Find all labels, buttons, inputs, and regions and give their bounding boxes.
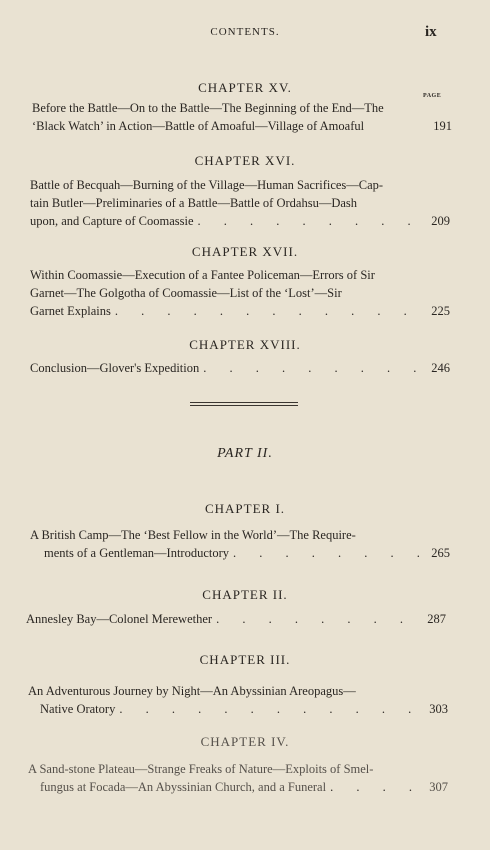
chapter-heading: CHAPTER IV. xyxy=(200,734,290,749)
entry-line: Battle of Becquah—Burning of the Village—Human Sacrifices—Cap- xyxy=(30,178,384,192)
page-column-label: PAGE xyxy=(423,93,442,99)
chapter-heading: CHAPTER XVII. xyxy=(191,244,299,259)
entry-line: An Adventurous Journey by Night—An Abyssinian Areopagus— xyxy=(28,684,356,698)
chapter-entry xyxy=(30,526,450,562)
page-ref: 209 xyxy=(431,214,450,228)
chapter-heading: CHAPTER III. xyxy=(199,652,291,667)
chapter-entry xyxy=(26,610,446,628)
chapter-heading: CHAPTER XVIII. xyxy=(189,337,301,352)
page-number: ix xyxy=(425,24,437,40)
entry-line-last xyxy=(30,302,450,320)
dot-leader xyxy=(233,544,427,562)
chapter-entry xyxy=(30,266,450,320)
chapter-entry xyxy=(28,760,448,796)
entry-line: tain Butler—Preliminaries of a Battle—Battle of Ordahsu—Dash xyxy=(30,196,358,210)
entry-line: Within Coomassie—Execution of a Fantee Policeman—Errors of Sir xyxy=(30,268,375,282)
dot-leader xyxy=(203,359,427,377)
page-ref: 307 xyxy=(429,780,448,794)
entry-text: Garnet Explains xyxy=(30,304,111,318)
entry-text: Annesley Bay—Colonel Merewether xyxy=(26,612,213,626)
page-ref: 225 xyxy=(431,304,450,318)
entry-text: ments of a Gentleman—Introductory xyxy=(44,546,230,560)
part-title: PART II. xyxy=(217,446,273,461)
entry-line: A Sand-stone Plateau—Strange Freaks of Nature—Exploits of Smel- xyxy=(28,762,374,776)
chapter-entry xyxy=(30,359,450,377)
entry-text: upon, and Capture of Coomassie xyxy=(30,214,194,228)
entry-line-last xyxy=(30,544,450,562)
entry-line: A British Camp—The ‘Best Fellow in the World’—The Require- xyxy=(30,528,356,542)
entry-line-last xyxy=(30,212,450,230)
section-divider xyxy=(190,402,298,406)
page-ref: 265 xyxy=(431,546,450,560)
dot-leader xyxy=(115,302,427,320)
entry-line-last xyxy=(28,778,448,796)
entry-line: Before the Battle—On to the Battle—The Beginning of the End—The xyxy=(32,101,384,115)
entry-line-last xyxy=(32,117,452,135)
chapter-entry xyxy=(32,99,452,135)
chapter-heading: CHAPTER XVI. xyxy=(194,153,296,168)
entry-line: Garnet—The Golgotha of Coomassie—List of the ‘Lost’—Sir xyxy=(30,286,342,300)
chapter-heading: CHAPTER I. xyxy=(204,501,286,516)
entry-text: Native Oratory xyxy=(40,702,116,716)
page-ref: 303 xyxy=(429,702,448,716)
entry-text: ‘Black Watch’ in Action—Battle of Amoaful—Village of Amoaful xyxy=(32,119,365,133)
chapter-heading: CHAPTER XV. xyxy=(198,80,292,95)
chapter-entry xyxy=(28,682,448,718)
entry-text: Conclusion—Glover's Expedition xyxy=(30,361,200,375)
entry-line-last xyxy=(26,610,446,628)
entry-line-last xyxy=(28,700,448,718)
dot-leader xyxy=(330,778,425,796)
page-ref: 191 xyxy=(433,119,452,133)
dot-leader xyxy=(198,212,428,230)
running-head: CONTENTS. xyxy=(210,26,280,38)
dot-leader xyxy=(119,700,425,718)
entry-text: fungus at Focada—An Abyssinian Church, and a Funeral xyxy=(40,780,327,794)
dot-leader xyxy=(216,610,423,628)
page-ref: 287 xyxy=(427,612,446,626)
chapter-heading: CHAPTER II. xyxy=(202,587,288,602)
chapter-entry xyxy=(30,176,450,230)
entry-line-last xyxy=(30,359,450,377)
page-ref: 246 xyxy=(431,361,450,375)
